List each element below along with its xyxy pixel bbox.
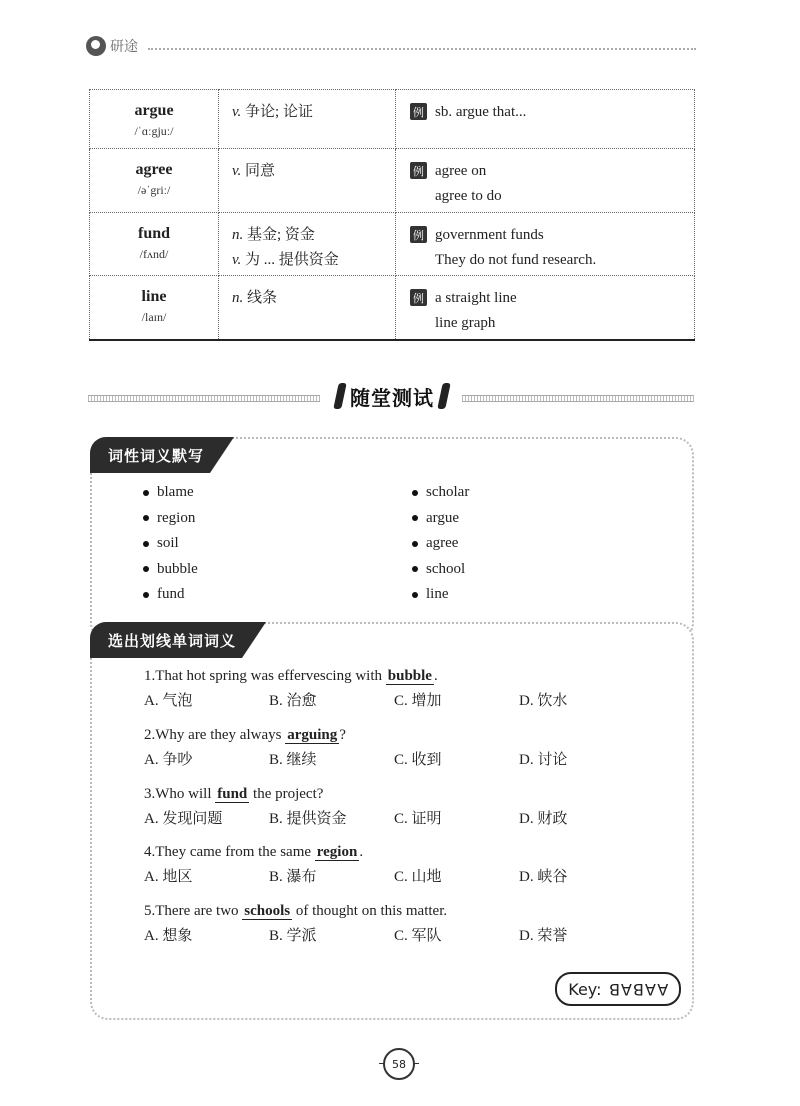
vocab-phonetic: /ˈɑːgjuː/ bbox=[134, 124, 174, 138]
example-badge-icon: 例 bbox=[410, 226, 427, 243]
dictation-word bbox=[412, 531, 469, 557]
vocab-word: argue bbox=[134, 102, 174, 119]
underlined-word: bubble bbox=[387, 668, 432, 684]
part-of-speech: n. bbox=[232, 290, 244, 306]
vocab-meaning: v. 为 ... 提供资金 bbox=[232, 252, 339, 268]
bullet-icon bbox=[143, 592, 149, 598]
vocab-word: agree bbox=[135, 161, 173, 178]
dictation-word bbox=[412, 557, 469, 583]
quiz-option: A. 地区 bbox=[144, 869, 193, 885]
underlined-word: fund bbox=[217, 786, 248, 802]
underlined-word: region bbox=[316, 844, 358, 860]
part-of-speech: n. bbox=[232, 227, 244, 243]
vocab-word: fund bbox=[137, 225, 171, 242]
quiz-option: C. 增加 bbox=[394, 693, 442, 709]
quiz-option: D. 峡谷 bbox=[519, 869, 568, 885]
brand-logo-icon bbox=[86, 36, 106, 56]
vocab-example: government funds bbox=[435, 227, 544, 243]
bullet-icon bbox=[143, 490, 149, 496]
quiz-option: C. 证明 bbox=[394, 811, 442, 827]
dictation-word-text: school bbox=[426, 560, 466, 577]
dictation-word bbox=[412, 480, 469, 506]
quiz-option: B. 提供资金 bbox=[269, 811, 347, 827]
quiz-option: D. 财政 bbox=[519, 811, 568, 827]
vocab-row bbox=[90, 276, 695, 340]
vocab-example: a straight line bbox=[435, 290, 517, 306]
part-of-speech: v. bbox=[232, 252, 242, 268]
dictation-word-text: scholar bbox=[426, 484, 470, 501]
section-title-badge bbox=[328, 380, 456, 412]
dictation-word bbox=[143, 531, 198, 557]
vocab-meaning-cell bbox=[219, 213, 396, 276]
dictation-word-text: blame bbox=[157, 484, 194, 501]
vocab-example: sb. argue that... bbox=[435, 104, 527, 120]
bullet-icon bbox=[143, 566, 149, 572]
vocab-example-cell bbox=[396, 213, 695, 276]
vocab-meaning: v. 同意 bbox=[232, 163, 276, 179]
dictation-word bbox=[143, 557, 198, 583]
page-number: 58 bbox=[383, 1048, 415, 1080]
vocab-example: line graph bbox=[435, 315, 496, 331]
vocab-example: agree on bbox=[435, 163, 487, 179]
part-of-speech: v. bbox=[232, 163, 242, 179]
underlined-word: arguing bbox=[287, 727, 338, 743]
example-badge-icon: 例 bbox=[410, 103, 427, 120]
quiz-option: A. 想象 bbox=[144, 928, 193, 944]
quiz-option: D. 荣誉 bbox=[519, 928, 568, 944]
vocab-row bbox=[90, 90, 695, 149]
quiz-question bbox=[144, 899, 644, 949]
bullet-icon bbox=[412, 541, 418, 547]
dictation-word bbox=[143, 480, 198, 506]
vocab-example-cell bbox=[396, 90, 695, 149]
vocab-word-cell bbox=[90, 213, 219, 276]
vocab-row bbox=[90, 149, 695, 213]
vocab-phonetic: /fʌnd/ bbox=[139, 247, 169, 261]
section-title-line-left bbox=[88, 395, 320, 402]
quiz-options bbox=[144, 689, 644, 714]
quiz-options bbox=[144, 748, 644, 773]
dictation-word-text: fund bbox=[157, 586, 185, 603]
vocab-word: line bbox=[141, 288, 167, 305]
dictation-word-text: agree bbox=[426, 535, 459, 552]
section-title-text: 随堂测试 bbox=[350, 385, 434, 410]
quiz-option: B. 继续 bbox=[269, 752, 317, 768]
quiz-question bbox=[144, 664, 644, 714]
answer-key-label: Key: bbox=[568, 979, 602, 999]
quiz-question-stem: 5.There are two schools of thought on this matter. bbox=[144, 903, 448, 919]
bullet-icon bbox=[143, 515, 149, 521]
part-of-speech: v. bbox=[232, 104, 242, 120]
quiz-options bbox=[144, 865, 644, 890]
example-badge-icon: 例 bbox=[410, 162, 427, 179]
vocab-table bbox=[89, 89, 695, 341]
vocab-phonetic: /laɪn/ bbox=[141, 310, 167, 324]
quiz-tab bbox=[90, 622, 266, 658]
vocab-meaning: n. 线条 bbox=[232, 290, 278, 306]
answer-key-value: AABAB bbox=[607, 979, 668, 999]
quiz-option: B. 学派 bbox=[269, 928, 317, 944]
vocab-meaning-cell bbox=[219, 90, 396, 149]
quiz-option: D. 讨论 bbox=[519, 752, 568, 768]
quiz-option: C. 军队 bbox=[394, 928, 442, 944]
underlined-word: schools bbox=[244, 903, 291, 919]
quiz-option: C. 山地 bbox=[394, 869, 442, 885]
dictation-word-text: bubble bbox=[157, 560, 198, 577]
answer-key bbox=[555, 972, 681, 1006]
dictation-word bbox=[412, 582, 469, 608]
quiz-options bbox=[144, 807, 644, 832]
quiz-option: A. 发现问题 bbox=[144, 811, 223, 827]
quiz-option: B. 治愈 bbox=[269, 693, 317, 709]
quiz-question-stem: 3.Who will fund the project? bbox=[144, 786, 324, 802]
quiz-tab-title: 选出划线单词词义 bbox=[90, 622, 242, 658]
vocab-meaning: n. 基金; 资金 bbox=[232, 227, 315, 243]
brand-logo bbox=[86, 36, 138, 56]
vocab-example-cell bbox=[396, 276, 695, 340]
quiz-question-stem: 4.They came from the same region . bbox=[144, 844, 364, 860]
vocab-word-cell bbox=[90, 90, 219, 149]
dictation-word-text: soil bbox=[157, 535, 179, 552]
vocab-meaning-cell bbox=[219, 149, 396, 213]
page-header bbox=[86, 36, 696, 60]
section-title bbox=[88, 378, 694, 414]
dictation-word bbox=[143, 582, 198, 608]
quiz-question bbox=[144, 840, 644, 890]
quiz-option: A. 气泡 bbox=[144, 693, 193, 709]
quiz-options bbox=[144, 924, 644, 949]
vocab-example: agree to do bbox=[435, 188, 502, 204]
quiz-question-stem: 2.Why are they always arguing ? bbox=[144, 727, 346, 743]
bullet-icon bbox=[412, 490, 418, 496]
header-divider bbox=[148, 48, 696, 50]
quiz-question-stem: 1.That hot spring was effervescing with bubble . bbox=[144, 668, 438, 684]
dictation-word bbox=[143, 506, 198, 532]
dictation-tab bbox=[90, 437, 234, 473]
bullet-icon bbox=[412, 592, 418, 598]
quiz-option: B. 瀑布 bbox=[269, 869, 317, 885]
quiz-option: C. 收到 bbox=[394, 752, 442, 768]
bullet-icon bbox=[143, 541, 149, 547]
quiz-option: D. 饮水 bbox=[519, 693, 568, 709]
dictation-word-text: line bbox=[426, 586, 449, 603]
dictation-word-text: argue bbox=[426, 509, 460, 526]
vocab-meaning-cell bbox=[219, 276, 396, 340]
vocab-meaning: v. 争论; 论证 bbox=[232, 104, 313, 120]
bullet-icon bbox=[412, 566, 418, 572]
section-title-line-right bbox=[462, 395, 694, 402]
example-badge-icon: 例 bbox=[410, 289, 427, 306]
bullet-icon bbox=[412, 515, 418, 521]
quiz-option: A. 争吵 bbox=[144, 752, 193, 768]
vocab-phonetic: /əˈgriː/ bbox=[137, 183, 171, 197]
vocab-example: They do not fund research. bbox=[435, 252, 597, 268]
vocab-word-cell bbox=[90, 149, 219, 213]
dictation-word-list-right bbox=[412, 480, 469, 608]
vocab-word-cell bbox=[90, 276, 219, 340]
dictation-word-text: region bbox=[157, 509, 196, 526]
vocab-row bbox=[90, 213, 695, 276]
dictation-word bbox=[412, 506, 469, 532]
quiz-question bbox=[144, 723, 644, 773]
brand-name: 研途 bbox=[110, 39, 138, 55]
vocab-example-cell bbox=[396, 149, 695, 213]
quiz-question bbox=[144, 782, 644, 832]
dictation-word-list-left bbox=[143, 480, 198, 608]
dictation-tab-title: 词性词义默写 bbox=[90, 437, 210, 473]
